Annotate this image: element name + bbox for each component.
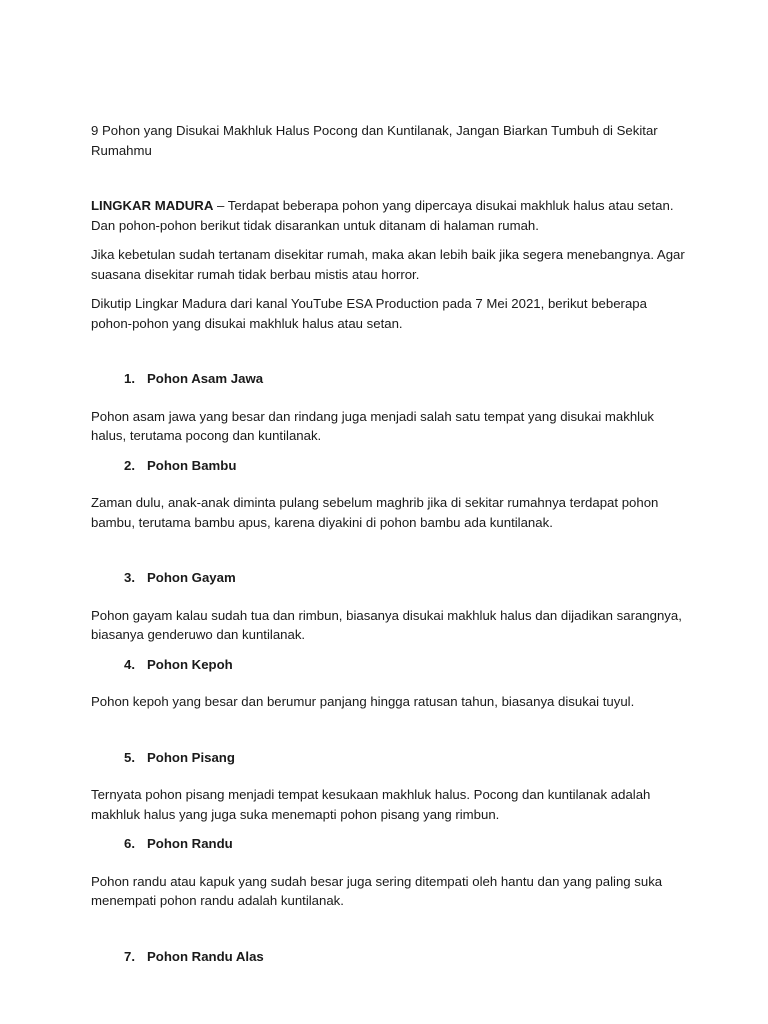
section-body-2: Zaman dulu, anak-anak diminta pulang sebelum maghrib jika di sekitar rumahnya terdapat pohon bambu, terutama bambu apus, karena diyakini di pohon bambu ada kuntilanak. [91, 495, 659, 530]
section-heading-7 [91, 947, 691, 967]
intro-source-label: LINGKAR MADURA [91, 198, 214, 213]
paragraph-2: Jika kebetulan sudah tertanam disekitar rumah, maka akan lebih baik jika segera menebangnya. Agar suasana disekitar rumah tidak berbau mistis atau horror. [91, 247, 685, 282]
section-number: 5. [124, 749, 135, 765]
section-body-1: Pohon asam jawa yang besar dan rindang juga menjadi salah satu tempat yang disukai makhluk halus, terutama pocong dan kuntilanak. [91, 408, 655, 443]
section-heading-2 [91, 456, 691, 476]
section-title: Pohon Bambu [147, 457, 237, 473]
section-heading-4 [91, 655, 691, 675]
section-number: 4. [124, 656, 135, 672]
section-body-4: Pohon kepoh yang besar dan berumur panjang hingga ratusan tahun, biasanya disukai tuyul. [91, 694, 635, 709]
paragraph-3: Dikutip Lingkar Madura dari kanal YouTube ESA Production pada 7 Mei 2021, berikut beberapa pohon-pohon yang disukai makhluk halus atau setan. [91, 296, 647, 331]
section-title: Pohon Randu Alas [147, 948, 264, 964]
section-heading-3 [91, 568, 691, 588]
section-heading-5 [91, 748, 691, 768]
section-number: 2. [124, 457, 135, 473]
section-number: 7. [124, 948, 135, 964]
section-number: 1. [124, 371, 135, 386]
section-title: Pohon Pisang [147, 749, 235, 765]
section-number: 3. [124, 570, 135, 585]
intro-paragraph [91, 196, 691, 235]
section-title: Pohon Gayam [147, 570, 236, 585]
section-body-5: Ternyata pohon pisang menjadi tempat kesukaan makhluk halus. Pocong dan kuntilanak adalah makhluk halus yang juga suka menemapti pohon pisang yang rimbun. [91, 787, 651, 822]
section-number: 6. [124, 836, 135, 851]
section-heading-6 [91, 834, 691, 854]
section-title: Pohon Kepoh [147, 656, 233, 672]
intro-text: – Terdapat beberapa pohon yang dipercaya disukai makhluk halus atau setan. Dan pohon-pohon berikut tidak disarankan untuk ditanam di halaman rumah. [91, 198, 674, 233]
document-page [91, 121, 691, 984]
section-title: Pohon Randu [147, 836, 233, 851]
section-body-6: Pohon randu atau kapuk yang sudah besar juga sering ditempati oleh hantu dan yang paling suka menempati pohon randu adalah kuntilanak. [91, 873, 663, 908]
section-body-3: Pohon gayam kalau sudah tua dan rimbun, biasanya disukai makhluk halus dan dijadikan sarangnya, biasanya genderuwo dan kuntilanak. [91, 607, 682, 642]
section-title: Pohon Asam Jawa [147, 371, 264, 386]
section-heading-1 [91, 369, 691, 389]
article-title: 9 Pohon yang Disukai Makhluk Halus Pocong dan Kuntilanak, Jangan Biarkan Tumbuh di Sekitar Rumahmu [91, 123, 658, 158]
